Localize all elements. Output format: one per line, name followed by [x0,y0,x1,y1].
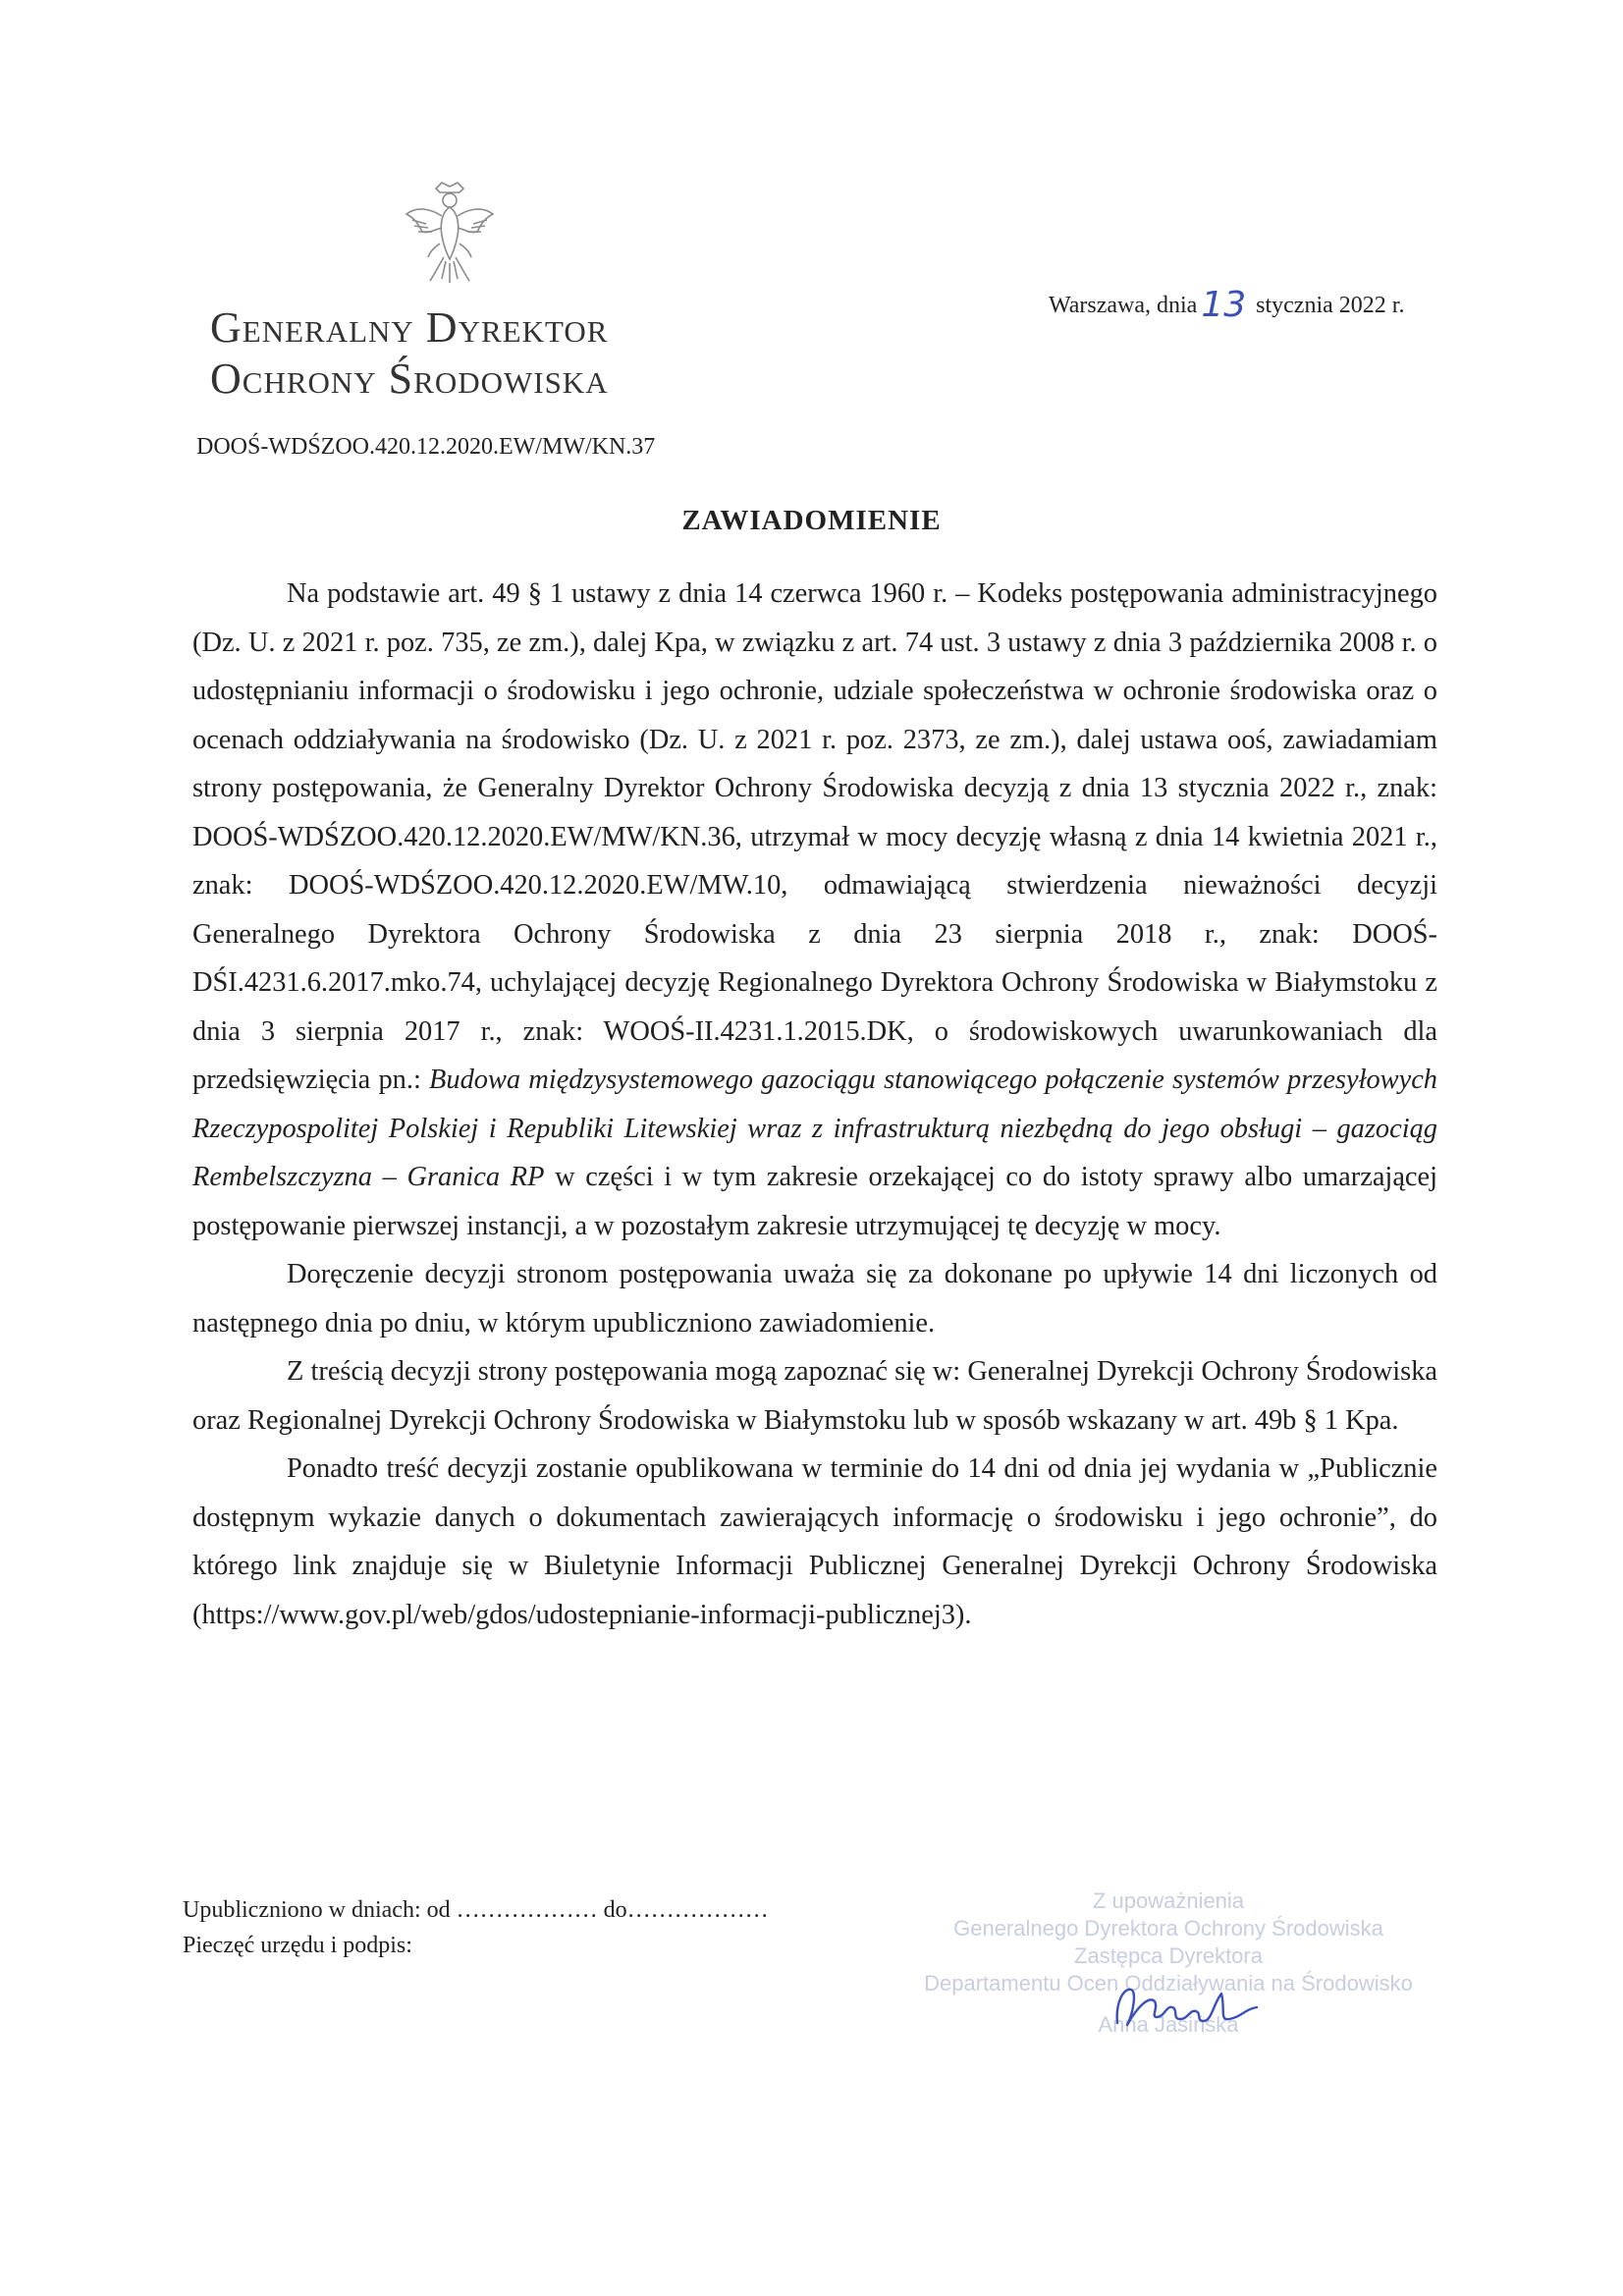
issuer-name [210,302,609,405]
paragraph-3: Z treścią decyzji strony postępowania mogą zapoznać się w: Generalnej Dyrekcji Ochrony Środowiska oraz Regionalnej Dyrekcji Ochrony Środowiska w Białymstoku lub w sposób wskazany w art. 49b § 1 Kpa. [192,1356,1437,1436]
document-title: ZAWIADOMIENIE [681,505,942,536]
paragraph-1-part-b: w części i w tym zakresie orzekającej co do istoty sprawy albo umarzającej postępowanie pierwszej instancji, a w pozostałym zakresie utrzymującej tę decyzję w mocy. [192,1162,1438,1241]
stamp-line-5: Anna Jasińska [1098,2012,1239,2037]
place-prefix: Warszawa, dnia [1049,293,1198,318]
handwritten-signature-icon [1098,1974,1294,2043]
eagle-emblem-icon [401,179,499,289]
place-and-date [1049,281,1405,325]
published-dates-line: Upubliczniono w dniach: od ……………… do……………… [183,1897,769,1923]
handwritten-day: 13 [1201,285,1247,325]
issuer-line-1: Generalny Dyrektor [210,303,609,352]
paragraph-4: Ponadto treść decyzji zostanie opublikowana w terminie do 14 dni od dnia jej wydania w „Publicznie dostępnym wykazie danych o dokumentach zawierających informację o środowisku i jego ochronie”, do którego link znajduje się w Biuletynie Informacji Publicznej Generalnej Dyrekcji Ochrony Środowiska (https://www.gov.pl/web/gdos/udostepnianie-informacji-publicznej3). [192,1453,1437,1630]
stamp-signature-label: Pieczęć urzędu i podpis: [183,1933,412,1958]
paragraph-1 [192,570,1437,1250]
stamp-line-2: Generalnego Dyrektora Ochrony Środowiska [953,1916,1383,1941]
stamp-line-3: Zastępca Dyrektora [1074,1943,1263,1968]
paragraph-2: Doręczenie decyzji stronom postępowania uważa się za dokonane po upływie 14 dni liczonych od następnego dnia po dniu, w którym upubliczniono zawiadomienie. [192,1259,1437,1339]
stamp-line-4: Departamentu Ocen Oddziaływania na Środowisko [924,1971,1413,1995]
issuer-line-2: Ochrony Środowiska [210,355,609,403]
reference-number: DOOŚ-WDŚZOO.420.12.2020.EW/MW/KN.37 [196,434,656,460]
document-body [192,570,1437,1639]
paragraph-1-part-a: Na podstawie art. 49 § 1 ustawy z dnia 14 czerwca 1960 r. – Kodeks postępowania administracyjnego (Dz. U. z 2021 r. poz. 735, ze zm.), dalej Kpa, w związku z art. 74 ust. 3 ustawy z dnia 3 października 2008 r. o udostępnianiu informacji o środowisku i jego ochronie, udziale społeczeństwa w ochronie środowiska oraz o ocenach oddziaływania na środowisko (Dz. U. z 2021 r. poz. 2373, ze zm.), dalej ustawa ooś, zawiadamiam strony postępowania, że Generalny Dyrektor Ochrony Środowiska decyzją z dnia 13 stycznia 2022 r., znak: DOOŚ-WDŚZOO.420.12.2020.EW/MW/KN.36, utrzymał w mocy decyzję własną z dnia 14 kwietnia 2021 r., znak: DOOŚ-WDŚZOO.420.12.2020.EW/MW.10, odmawiającą stwierdzenia nieważności decyzji Generalnego Dyrektora Ochrony Środowiska z dnia 23 sierpnia 2018 r., znak: DOOŚ-DŚI.4231.6.2017.mko.74, uchylającej decyzję Regionalnego Dyrektora Ochrony Środowiska w Białymstoku z dnia 3 sierpnia 2017 r., znak: WOOŚ-II.4231.1.2015.DK, o środowiskowych uwarunkowaniach dla przedsięwzięcia pn.: [192,578,1437,1095]
stamp-line-1: Z upoważnienia [1092,1888,1245,1913]
date-suffix: stycznia 2022 r. [1256,293,1405,318]
project-name-italic: Budowa międzysystemowego gazociągu stanowiącego połączenie systemów przesyłowych Rzeczypospolitej Polskiej i Republiki Litewskiej wraz z infrastrukturą niezbędną do jego obsługi – gazociąg Rembelszczyzna – Granica RP [192,1065,1437,1192]
